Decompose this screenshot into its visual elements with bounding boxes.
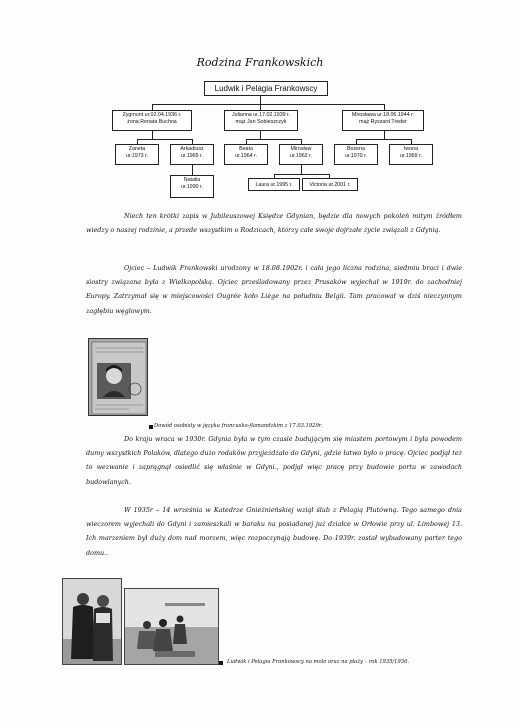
tree-node-line2: ur.1990 r.: [180, 183, 204, 190]
tree-node-line2: mąż Ryszard Treder: [359, 118, 407, 125]
tree-node-line2: mąż Jan Sobieszczyk: [235, 118, 287, 125]
beach-caption: Ludwik i Pelagia Frankowscy na molo oraz na plaży – rok 1935/1936.: [227, 659, 410, 665]
tree-node-line1: Laura ur.1995 r.: [255, 182, 293, 188]
tree-node-line2: ur.1962 r.: [289, 152, 313, 159]
tree-child-miroslawa: [342, 110, 424, 131]
tree-child-julianna: [224, 110, 298, 131]
tree-child-zygmunt: [112, 110, 192, 131]
tree-node-line1: Mirosława ur.18.06.1944 r.: [351, 112, 415, 118]
tree-node-line2: ur.1970 r.: [344, 152, 368, 159]
tree-grandchild-bozena: [334, 144, 378, 165]
tree-node-line1: Victoria ur.2001 r.: [309, 182, 351, 188]
tree-grandchild-miroslaw: [279, 144, 323, 165]
tree-greatgrandchild-laura: [248, 178, 300, 191]
paragraph-intro: Niech ten krótki zapis w Jubileuszowej Księdze Gdynian, będzie dla nowych pokoleń mitym źródłem wiedzy o naszej rodzinie, a przede wszystkim o Rodzicach, którzy całe swoje dojrzałe życie związali z Gdynią.: [86, 212, 462, 235]
tree-grandchild-zaneta: [115, 144, 159, 165]
tree-node-line1: Arkadiusz: [180, 146, 204, 152]
tree-root-node: [204, 81, 328, 96]
tree-node-line2: ur.1965 r.: [180, 152, 204, 159]
paragraph-ojciec: Ojciec – Ludwik Frankowski urodzony w 18.08.1902r. i cała jego liczna rodzina, siedmiu braci i dwie siostry związana była z Wielkopolską. Ojciec prześladowany przez Prusaków wyjechał w 1919r. do zachodniej Europy. Zatrzymał się w miejscowości Ougrée koło Liège na południu Belgii. Tam pracował w dziś nieczynnym zagłębiu węglowym.: [86, 264, 462, 315]
tree-grandchild-arkadiusz: [170, 144, 214, 165]
beach-group-photo: [124, 588, 219, 665]
tree-node-line2: ur.1973 r.: [125, 152, 149, 159]
id-card-photo: [88, 338, 148, 416]
tree-greatgrandchild-victoria: [302, 178, 358, 191]
couple-pier-image: [63, 579, 122, 665]
beach-group-image: [125, 589, 219, 665]
caption-marker: [149, 425, 153, 429]
tree-node-line1: Bożena: [347, 146, 365, 152]
tree-node-line2: ur.1969 r.: [399, 152, 423, 159]
id-card-caption: Dowód osobisty w języku francusko-flamandzkim z 17.03.1929r.: [154, 423, 323, 429]
tree-node-line1: Beata: [239, 146, 253, 152]
tree-node-line1: Zygmunt ur.02.04.1936 r.: [122, 112, 182, 118]
tree-greatgrandchild-natalia: [170, 175, 214, 198]
id-card-photo-image: [89, 339, 148, 416]
tree-root-label: Ludwik i Pelagia Frankowscy: [214, 84, 318, 93]
tree-node-line1: Iwona: [403, 146, 419, 152]
caption-marker: [219, 661, 223, 665]
tree-node-line2: żona Renata Buchna: [127, 118, 177, 125]
tree-node-line1: Natalia: [183, 177, 201, 183]
tree-node-line1: Zaneta: [128, 146, 146, 152]
tree-node-line1: Julianna ur.17.02.1939 r.: [231, 112, 291, 118]
paragraph-gdynia: Do kraju wraca w 1930r. Gdynia była w tym czasie budującym się miastem portowym i była powodem dumy wszystkich Polaków, dlatego dużo rodaków przyjeżdżało do Gdyni, gdzie łatwo było o pracę. Ojciec podjął też to wezwanie i zaprągnął osiedlić się właśnie w Gdyni., podjął więc pracę przy budowie portu w zawodach budowlanych.: [86, 435, 462, 486]
tree-grandchild-beata: [224, 144, 268, 165]
tree-grandchild-iwona: [389, 144, 433, 165]
couple-pier-photo: [62, 578, 122, 665]
paragraph-slub: W 1935r – 14 września w Katedrze Gnieźnieńskiej wziął ślub z Pelagią Plutówną. Tego samego dnia wieczorem wyjechali do Gdyni i zamieszkali w baraku na posiadanej już działce w Orłowie przy ul. Limbowej 13. Ich marzeniem był duży dom nad morzem, więc rozpoczynają budowę. Do 1939r. został wybudowany parter tego domu..: [86, 506, 462, 557]
tree-node-line1: Mirosław: [290, 146, 312, 152]
page-title: Rodzina Frankowskich: [196, 56, 324, 69]
tree-node-line2: ur.1964 r.: [234, 152, 258, 159]
